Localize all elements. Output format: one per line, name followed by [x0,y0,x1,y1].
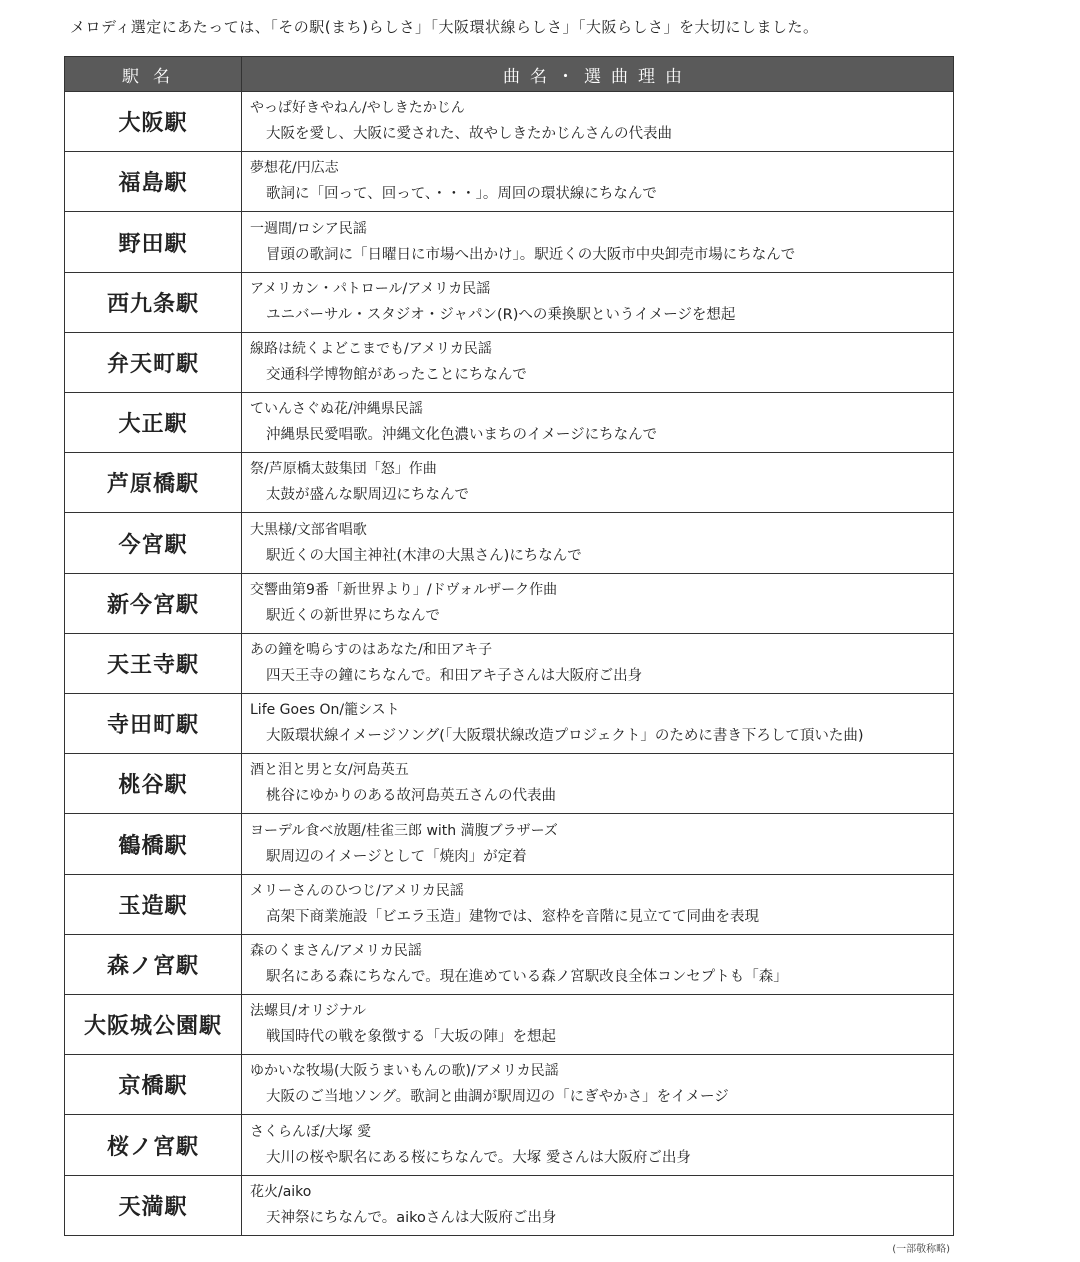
table-row [65,694,953,754]
station-info [242,995,954,1055]
song-title: 森のくまさん/アメリカ民謡 [250,942,422,959]
table-row [65,754,953,814]
station-name: 新今宮駅 [65,573,242,633]
selection-reason: 駅近くの新世界にちなんで [266,607,440,624]
station-name: 福島駅 [65,152,242,212]
table-header-row [65,57,953,92]
station-name: 今宮駅 [65,513,242,573]
song-title: ヨーデル食べ放題/桂雀三郎 with 満腹ブラザーズ [250,822,558,839]
table-row [65,934,953,994]
station-info [242,874,954,934]
header-station: 駅名 [65,57,242,92]
station-name: 弁天町駅 [65,332,242,392]
selection-reason: 駅周辺のイメージとして「焼肉」が定着 [266,848,527,865]
table-row [65,332,953,392]
station-name: 森ノ宮駅 [65,934,242,994]
selection-reason: 歌詞に「回って、回って、・・・」。周回の環状線にちなんで [266,186,657,203]
station-info [242,814,954,874]
station-info [242,152,954,212]
melody-table [64,56,954,1236]
station-info [242,694,954,754]
station-info [242,1055,954,1115]
station-name: 寺田町駅 [65,694,242,754]
song-title: さくらんぼ/大塚 愛 [250,1123,372,1140]
station-info [242,453,954,513]
selection-reason: 太鼓が盛んな駅周辺にちなんで [266,487,469,504]
table-row [65,1115,953,1175]
song-title: 大黒様/文部省唱歌 [250,521,367,538]
station-info [242,934,954,994]
station-info [242,272,954,332]
station-info [242,212,954,272]
selection-reason: 大阪環状線イメージソング(「大阪環状線改造プロジェクト」のために書き下ろして頂いた曲) [266,728,864,745]
table-row [65,152,953,212]
song-title: メリーさんのひつじ/アメリカ民謡 [250,882,464,899]
station-name: 大阪城公園駅 [65,995,242,1055]
table-row [65,272,953,332]
table-body [65,92,953,1236]
station-info [242,633,954,693]
station-name: 大阪駅 [65,92,242,152]
table-row [65,212,953,272]
station-name: 京橋駅 [65,1055,242,1115]
selection-reason: 四天王寺の鐘にちなんで。和田アキ子さんは大阪府ご出身 [266,667,643,684]
table-row [65,1055,953,1115]
song-title: 酒と泪と男と女/河島英五 [250,762,409,779]
selection-reason: 駅名にある森にちなんで。現在進めている森ノ宮駅改良全体コンセプトも「森」 [266,968,788,985]
song-title: 法螺貝/オリジナル [250,1003,367,1020]
footnote: (一部敬称略) [892,1244,950,1255]
table-row [65,453,953,513]
station-info [242,1175,954,1235]
table-row [65,513,953,573]
station-info [242,573,954,633]
song-title: 交響曲第9番「新世界より」/ドヴォルザーク作曲 [250,581,558,598]
table-row [65,995,953,1055]
song-title: あの鐘を鳴らすのはあなた/和田アキ子 [250,641,493,658]
table-row [65,573,953,633]
table-row [65,393,953,453]
song-title: Life Goes On/籠シスト [250,702,400,719]
song-title: 祭/芦原橋太鼓集団「怒」作曲 [250,461,437,478]
station-name: 芦原橋駅 [65,453,242,513]
station-name: 鶴橋駅 [65,814,242,874]
song-title: ゆかいな牧場(大阪うまいもんの歌)/アメリカ民謡 [250,1063,559,1080]
station-name: 桃谷駅 [65,754,242,814]
melody-table-grid [65,57,953,1235]
station-name: 天満駅 [65,1175,242,1235]
song-title: 花火/aiko [250,1183,312,1200]
station-name: 西九条駅 [65,272,242,332]
selection-reason: 大川の桜や駅名にある桜にちなんで。大塚 愛さんは大阪府ご出身 [266,1149,691,1166]
station-name: 野田駅 [65,212,242,272]
table-row [65,1175,953,1235]
selection-reason: 高架下商業施設「ビエラ玉造」建物では、窓枠を音階に見立てて同曲を表現 [266,908,759,925]
station-name: 大正駅 [65,393,242,453]
table-row [65,92,953,152]
selection-reason: 大阪のご当地ソング。歌詞と曲調が駅周辺の「にぎやかさ」をイメージ [266,1089,729,1106]
selection-reason: 戦国時代の戦を象徴する「大坂の陣」を想起 [266,1029,556,1046]
table-row [65,814,953,874]
selection-reason: 天神祭にちなんで。aikoさんは大阪府ご出身 [266,1209,557,1226]
song-title: アメリカン・パトロール/アメリカ民謡 [250,280,491,297]
selection-reason: 桃谷にゆかりのある故河島英五さんの代表曲 [266,788,556,805]
table-row [65,633,953,693]
station-info [242,513,954,573]
station-name: 天王寺駅 [65,633,242,693]
table-row [65,874,953,934]
song-title: ていんさぐぬ花/沖縄県民謡 [250,401,423,418]
station-info [242,754,954,814]
selection-reason: ユニバーサル・スタジオ・ジャパン(R)への乗換駅というイメージを想起 [266,306,736,323]
song-title: やっぱ好きやねん/やしきたかじん [250,100,465,117]
song-title: 夢想花/円広志 [250,160,339,177]
station-info [242,1115,954,1175]
station-info [242,92,954,152]
station-info [242,393,954,453]
selection-reason: 沖縄県民愛唱歌。沖縄文化色濃いまちのイメージにちなんで [266,427,658,444]
selection-reason: 冒頭の歌詞に「日曜日に市場へ出かけ」。駅近くの大阪市中央卸売市場にちなんで [266,246,796,263]
song-title: 一週間/ロシア民謡 [250,220,367,237]
selection-reason: 交通科学博物館があったことにちなんで [266,366,527,383]
station-name: 桜ノ宮駅 [65,1115,242,1175]
station-name: 玉造駅 [65,874,242,934]
intro-text: メロディ選定にあたっては、「その駅(まち)らしさ」「大阪環状線らしさ」「大阪らしさ」を大切にしました。 [70,18,819,36]
station-info [242,332,954,392]
header-info: 曲名・選曲理由 [242,57,954,92]
selection-reason: 大阪を愛し、大阪に愛された、故やしきたかじんさんの代表曲 [266,126,672,143]
song-title: 線路は続くよどこまでも/アメリカ民謡 [250,340,492,357]
selection-reason: 駅近くの大国主神社(木津の大黒さん)にちなんで [266,547,582,564]
